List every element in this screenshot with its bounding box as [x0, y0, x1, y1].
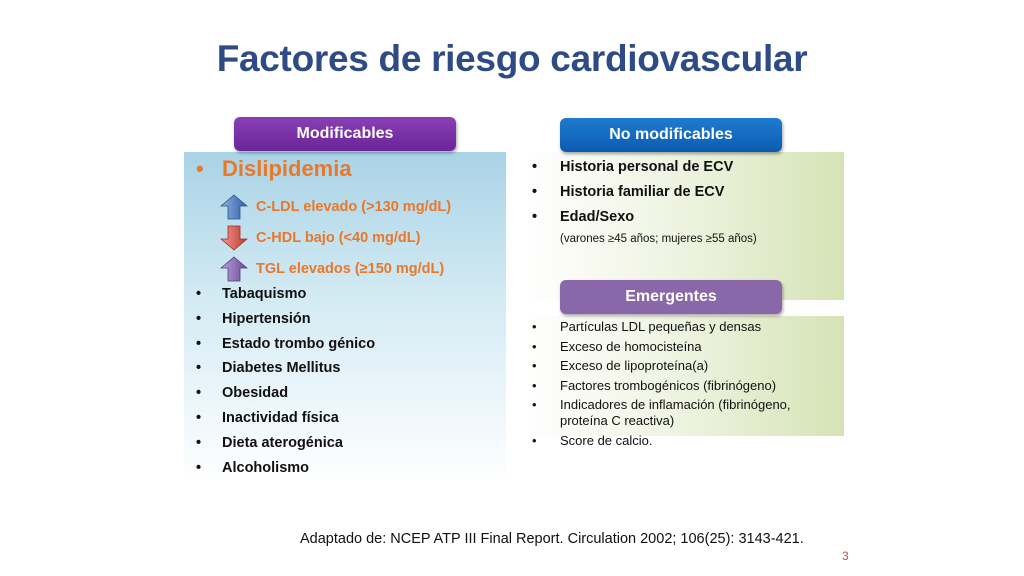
dislipidemia-heading — [196, 156, 352, 182]
sub-item-tgl — [220, 256, 444, 282]
no-modificables-tag: No modificables — [560, 118, 782, 152]
list-item: • Inactividad física — [196, 409, 339, 426]
slide-title: Factores de riesgo cardiovascular — [216, 38, 808, 79]
list-item: • Edad/Sexo — [532, 208, 635, 225]
arrow-up-icon — [220, 194, 248, 220]
sub-item-label: C-LDL elevado (>130 mg/dL) — [256, 199, 452, 215]
modificables-list — [196, 284, 375, 482]
sub-item-label: TGL elevados (≥150 mg/dL) — [256, 261, 445, 277]
emergentes-list — [532, 319, 832, 453]
list-item: • Factores trombogénicos (fibrinógeno) — [532, 377, 777, 393]
list-item: • Exceso de lipoproteína(a) — [532, 358, 709, 374]
list-item: • Indicadores de inflamación (fibrinógeno, proteína C reactiva) — [532, 397, 791, 429]
emergentes-tag: Emergentes — [560, 280, 782, 314]
page-number: 3 — [842, 549, 849, 563]
sub-item-hdl — [220, 225, 420, 251]
list-item: • Partículas LDL pequeñas y densas — [532, 319, 762, 334]
list-item: • Dieta aterogénica — [196, 434, 343, 451]
list-item: • Score de calcio. — [532, 432, 653, 448]
list-item: • Estado trombo génico — [196, 335, 376, 352]
list-item: • Alcoholismo — [196, 459, 310, 476]
list-item: • Exceso de homocisteína — [532, 338, 702, 354]
list-item: • Obesidad — [196, 385, 289, 402]
list-item: • Diabetes Mellitus — [196, 360, 341, 377]
no-modificables-list — [532, 157, 733, 231]
source-citation: Adaptado de: NCEP ATP III Final Report. Circulation 2002; 106(25): 3143-421. — [300, 531, 804, 547]
arrow-down-icon — [220, 225, 248, 251]
list-item: • Historia familiar de ECV — [532, 183, 725, 200]
list-item: • Historia personal de ECV — [532, 159, 734, 175]
sub-item-ldl — [220, 194, 451, 220]
modificables-tag: Modificables — [234, 117, 456, 151]
sub-item-label: C-HDL bajo (<40 mg/dL) — [256, 230, 421, 246]
dislipidemia-label: Dislipidemia — [222, 156, 352, 181]
arrow-up-icon — [220, 256, 248, 282]
bullet: • — [196, 156, 204, 181]
list-item: • Hipertensión — [196, 310, 311, 327]
age-note: (varones ≥45 años; mujeres ≥55 años) — [560, 233, 757, 245]
list-item: • Tabaquismo — [196, 286, 307, 302]
